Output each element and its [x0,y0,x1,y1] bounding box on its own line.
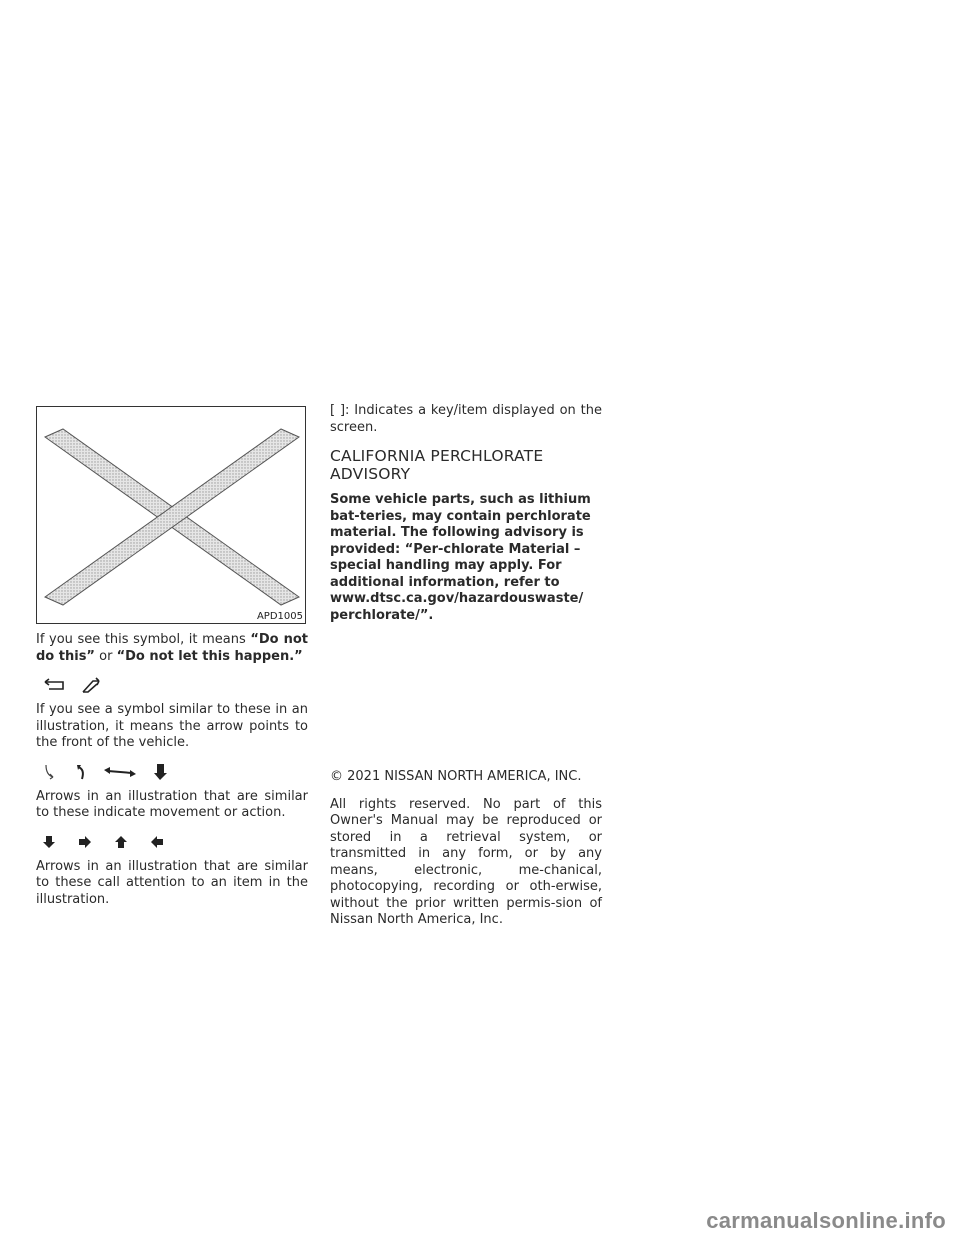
front-arrow-angled-icon [80,676,102,694]
front-arrow-icons [42,676,308,694]
bent-arrow-down-icon [152,763,168,781]
x-do-not-symbol-icon [37,407,305,623]
arrow-left-icon [150,835,164,849]
key-item-paragraph: [ ]: Indicates a key/item displayed on the screen. [330,403,602,435]
advisory-heading: CALIFORNIA PERCHLORATE ADVISORY [330,447,544,483]
double-arrow-icon [102,765,138,779]
do-not-figure [36,406,306,624]
arrow-up-icon [114,835,128,849]
arrow-right-icon [78,835,92,849]
copyright-line: © 2021 NISSAN NORTH AMERICA, INC. [330,769,582,784]
do-not-paragraph: If you see this symbol, it means “Do not do this” or “Do not let this happen.” [36,632,308,664]
curved-arrow-down-icon [42,763,58,781]
advisory-paragraph: Some vehicle parts, such as lithium bat-teries, may contain perchlorate material. The following advisory is provided: “Per-chlorate Material – special handling may apply. For additional information, refer to www.dtsc.ca.gov/hazardouswaste/ perchlorate/”. [330,492,591,623]
curved-arrow-up-icon [72,763,88,781]
figure-code: APD1005 [256,611,303,622]
attention-paragraph: Arrows in an illustration that are similar to these call attention to an item in the illustration. [36,858,308,907]
rights-paragraph: All rights reserved. No part of this Owner's Manual may be reproduced or stored in a retrieval system, or transmitted in any form, or by any means, electronic, me-chanical, photocopying, recording or oth-erwise, without the prior written permis-sion of Nissan North America, Inc. [330,796,602,927]
front-arrow-left-icon [42,677,66,693]
front-arrow-paragraph: If you see a symbol similar to these in an illustration, it means the arrow points to the front of the vehicle. [36,702,308,750]
attention-arrow-icons [42,833,308,851]
left-column [36,406,308,919]
arrow-down-icon [42,835,56,849]
movement-paragraph: Arrows in an illustration that are similar to these indicate movement or action. [36,788,308,820]
right-column [330,403,602,940]
site-watermark: carmanualsonline.info [706,1208,946,1233]
movement-arrow-icons [42,763,308,781]
